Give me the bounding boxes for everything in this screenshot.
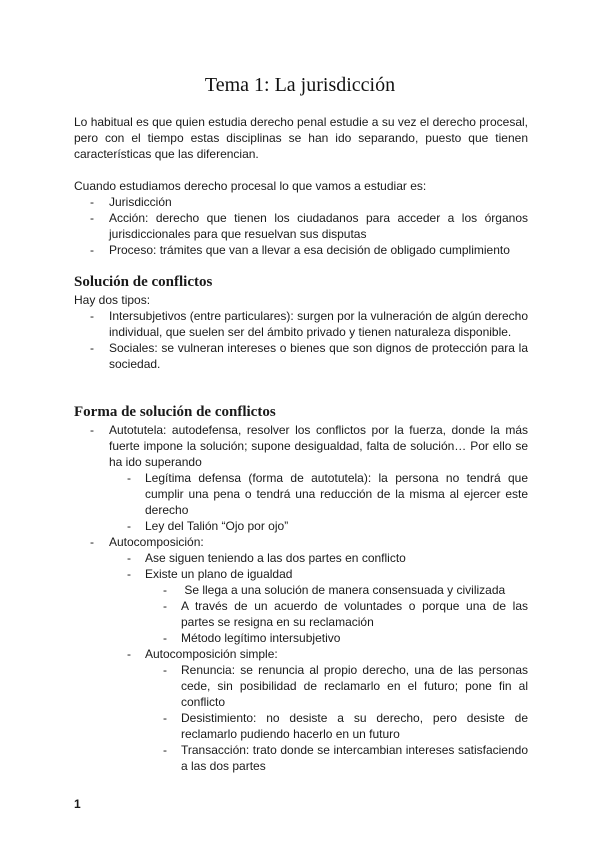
list-item: - Acción: derecho que tienen los ciudadanos para acceder a los órganos jurisdiccionales para que resuelvan sus disputas — [90, 211, 528, 241]
section-solucion-list — [74, 308, 528, 372]
bullet-dash: - — [90, 195, 94, 209]
section-procesal-lead: Cuando estudiamos derecho procesal lo que vamos a estudiar es: — [74, 179, 427, 193]
list-item: - Proceso: trámites que van a llevar a esa decisión de obligado cumplimiento — [90, 243, 510, 257]
bullet-dash: - — [90, 211, 94, 225]
list-item: - Renuncia: se renuncia al propio derecho, una de las personas cede, sin posibilidad de reclamarlo en el futuro; pone fin al conflicto — [163, 663, 528, 709]
igualdad-sublist — [145, 582, 528, 646]
list-item-autotutela: - Autotutela: autodefensa, resolver los conflictos por la fuerza, donde la más fuerte impone la solución; supone desigualdad, falta de solución… Por ello se ha ido superando - Legítima defensa (forma de autotutela): la persona no tendrá que cumplir una pena o tendrá una reducción de la misma al ejercer este derecho - Ley del Talión “Ojo por ojo” — [90, 423, 528, 533]
bullet-dash: - — [90, 535, 94, 549]
list-item: - A través de un acuerdo de voluntades o porque una de las partes se resigna en su reclamación — [163, 599, 528, 629]
bullet-dash: - — [127, 567, 131, 581]
intro-paragraph-block — [74, 114, 528, 162]
bullet-dash: - — [163, 599, 167, 613]
section-solucion-lead: Hay dos tipos: — [74, 293, 151, 307]
bullet-dash: - — [163, 663, 167, 677]
list-item: - Desistimiento: no desiste a su derecho, pero desiste de reclamarlo pudiendo hacerlo en un futuro — [163, 711, 528, 741]
bullet-dash: - — [163, 631, 167, 645]
list-item: - Transacción: trato donde se intercambian intereses satisfaciendo a las dos partes — [163, 743, 528, 773]
bullet-dash: - — [163, 743, 167, 757]
bullet-dash: - — [163, 711, 167, 725]
autotutela-sublist — [109, 470, 528, 534]
intro-paragraph: Lo habitual es que quien estudia derecho penal estudie a su vez el derecho procesal, pero con el tiempo estas disciplinas se han ido separando, puesto que tienen características que las diferencian. — [74, 115, 528, 161]
autocomposicion-simple-sublist — [145, 662, 528, 774]
list-item: - Ley del Talión “Ojo por ojo” — [127, 519, 289, 533]
page-number: 1 — [74, 797, 81, 811]
bullet-dash: - — [127, 647, 131, 661]
list-item: - Se llega a una solución de manera consensuada y civilizada — [163, 583, 506, 597]
section-procesal-list — [74, 194, 528, 258]
list-item: - Jurisdicción — [90, 195, 172, 209]
list-item: - Autocomposición simple: - Renuncia: se renuncia al propio derecho, una de las personas cede, sin posibilidad de reclamarlo en el futuro; pone fin al conflicto - Desistimiento: no desiste a su derecho, pero desiste de reclamarlo pudiendo hacerlo en un futuro - Transacción: trato donde se intercambian intereses satisfaciendo a las dos partes — [127, 647, 528, 773]
list-item: - Existe un plano de igualdad - Se llega a una solución de manera consensuada y civilizada - A través de un acuerdo de voluntades o porque una de las partes se resigna en su reclamación - Método legítimo intersubjetivo — [127, 567, 528, 645]
section-forma — [74, 402, 528, 774]
list-item: - Intersubjetivos (entre particulares): surgen por la vulneración de algún derecho individual, que suelen ser del ámbito privado y tienen naturaleza disponible. — [90, 309, 528, 339]
bullet-dash: - — [90, 309, 94, 323]
list-item: - Legítima defensa (forma de autotutela): la persona no tendrá que cumplir una pena o tendrá una reducción de la misma al ejercer este derecho — [127, 471, 528, 517]
bullet-dash: - — [163, 583, 167, 597]
section-heading-forma: Forma de solución de conflictos — [74, 404, 276, 420]
section-procesal — [74, 178, 528, 258]
list-item: - Método legítimo intersubjetivo — [163, 631, 341, 645]
bullet-dash: - — [90, 243, 94, 257]
section-solucion — [74, 272, 528, 372]
bullet-dash: - — [127, 519, 131, 533]
list-item-autocomposicion: - Autocomposición: - Ase siguen teniendo a las dos partes en conflicto - Existe un plano de igualdad - Se llega a una solución de manera consensuada y civilizada - A través de un acuerdo de voluntades o porque una de las partes se resigna en su reclamación - Método legítimo intersubjetivo - Autocomposición simple: - Renuncia: se renuncia al propio derecho, una de las personas cede, sin posibilidad de reclamarlo en el futuro; pone fin al conflicto - Desistimiento: no desiste a su derecho, pero desiste de reclamarlo pudiendo hacerlo en un futuro - Transacción: trato donde se intercambian intereses satisfaciendo a las dos partes — [90, 535, 528, 773]
bullet-dash: - — [127, 471, 131, 485]
bullet-dash: - — [90, 341, 94, 355]
list-item: - Ase siguen teniendo a las dos partes en conflicto — [127, 551, 406, 565]
list-item: - Sociales: se vulneran intereses o bienes que son dignos de protección para la sociedad. — [90, 341, 528, 371]
bullet-dash: - — [90, 423, 94, 437]
autocomposicion-sublist — [109, 550, 528, 774]
page-title: Tema 1: La jurisdicción — [204, 74, 396, 96]
section-heading-solucion: Solución de conflictos — [74, 274, 213, 290]
bullet-dash: - — [127, 551, 131, 565]
section-forma-list — [74, 422, 528, 774]
